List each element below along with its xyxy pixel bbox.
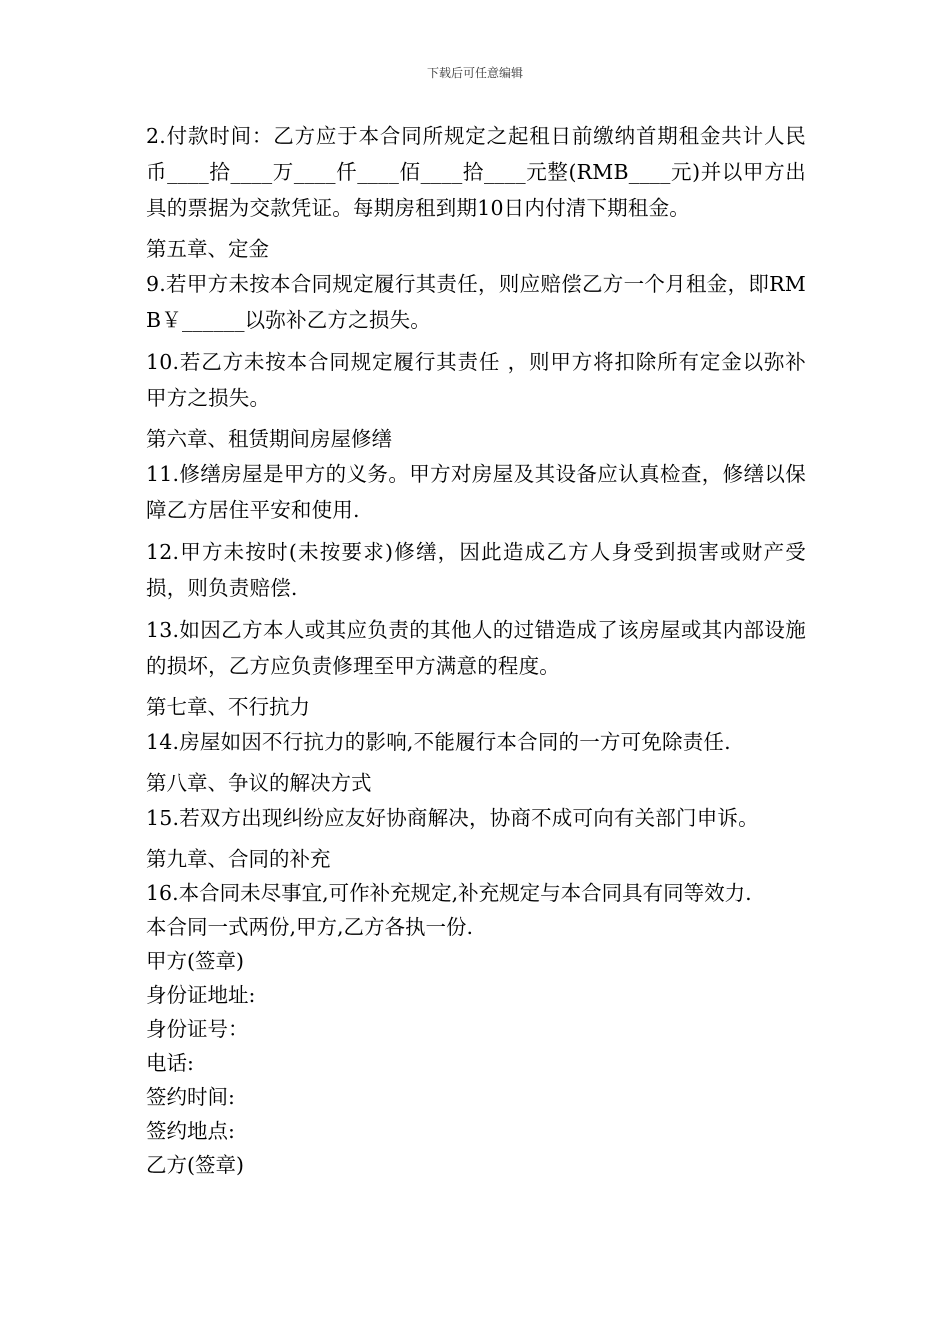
signing-time: 签约时间: [146, 1085, 235, 1109]
document-body [146, 118, 806, 1182]
chapter-5-deposit: 第五章、定金 [146, 237, 269, 261]
signing-place: 签约地点: [146, 1119, 235, 1143]
clause-9: 9.若甲方未按本合同规定履行其责任，则应赔偿乙方一个月租金，即RMB￥______以弥补乙方之损失。 [146, 272, 806, 332]
chapter-7-force-majeure: 第七章、不行抗力 [146, 695, 310, 719]
clause-2-payment-time: 2.付款时间：乙方应于本合同所规定之起租日前缴纳首期租金共计人民币____拾____万____仟____佰____拾____元整(RMB____元)并以甲方出具的票据为交款凭证。每期房租到期10日内付清下期租金。 [146, 124, 806, 220]
clause-15: 15.若双方出现纠纷应友好协商解决，协商不成可向有关部门申诉。 [146, 806, 759, 830]
chapter-6-repair: 第六章、租赁期间房屋修缮 [146, 427, 392, 451]
clause-12: 12.甲方未按时(未按要求)修缮，因此造成乙方人身受到损害或财产受损，则负责赔偿. [146, 540, 806, 600]
party-b-seal: 乙方(签章) [146, 1153, 244, 1177]
party-a-seal: 甲方(签章) [146, 949, 244, 973]
chapter-9-supplement: 第九章、合同的补充 [146, 847, 331, 871]
clause-10: 10.若乙方未按本合同规定履行其责任 ，则甲方将扣除所有定金以弥补甲方之损失。 [146, 350, 806, 410]
phone: 电话: [146, 1051, 194, 1075]
clause-14: 14.房屋如因不行抗力的影响,不能履行本合同的一方可免除责任. [146, 730, 731, 754]
id-address: 身份证地址: [146, 983, 256, 1007]
id-number: 身份证号： [146, 1017, 249, 1041]
page-header: 下载后可任意编辑 [426, 66, 523, 80]
chapter-8-disputes: 第八章、争议的解决方式 [146, 771, 372, 795]
clause-16: 16.本合同未尽事宜,可作补充规定,补充规定与本合同具有同等效力. [146, 881, 752, 905]
clause-13: 13.如因乙方本人或其应负责的其他人的过错造成了该房屋或其内部设施的损坏，乙方应负责修理至甲方满意的程度。 [146, 618, 806, 678]
copies-statement: 本合同一式两份,甲方,乙方各执一份. [146, 915, 474, 939]
clause-11: 11.修缮房屋是甲方的义务。甲方对房屋及其设备应认真检查，修缮以保障乙方居住平安和使用. [146, 462, 806, 522]
